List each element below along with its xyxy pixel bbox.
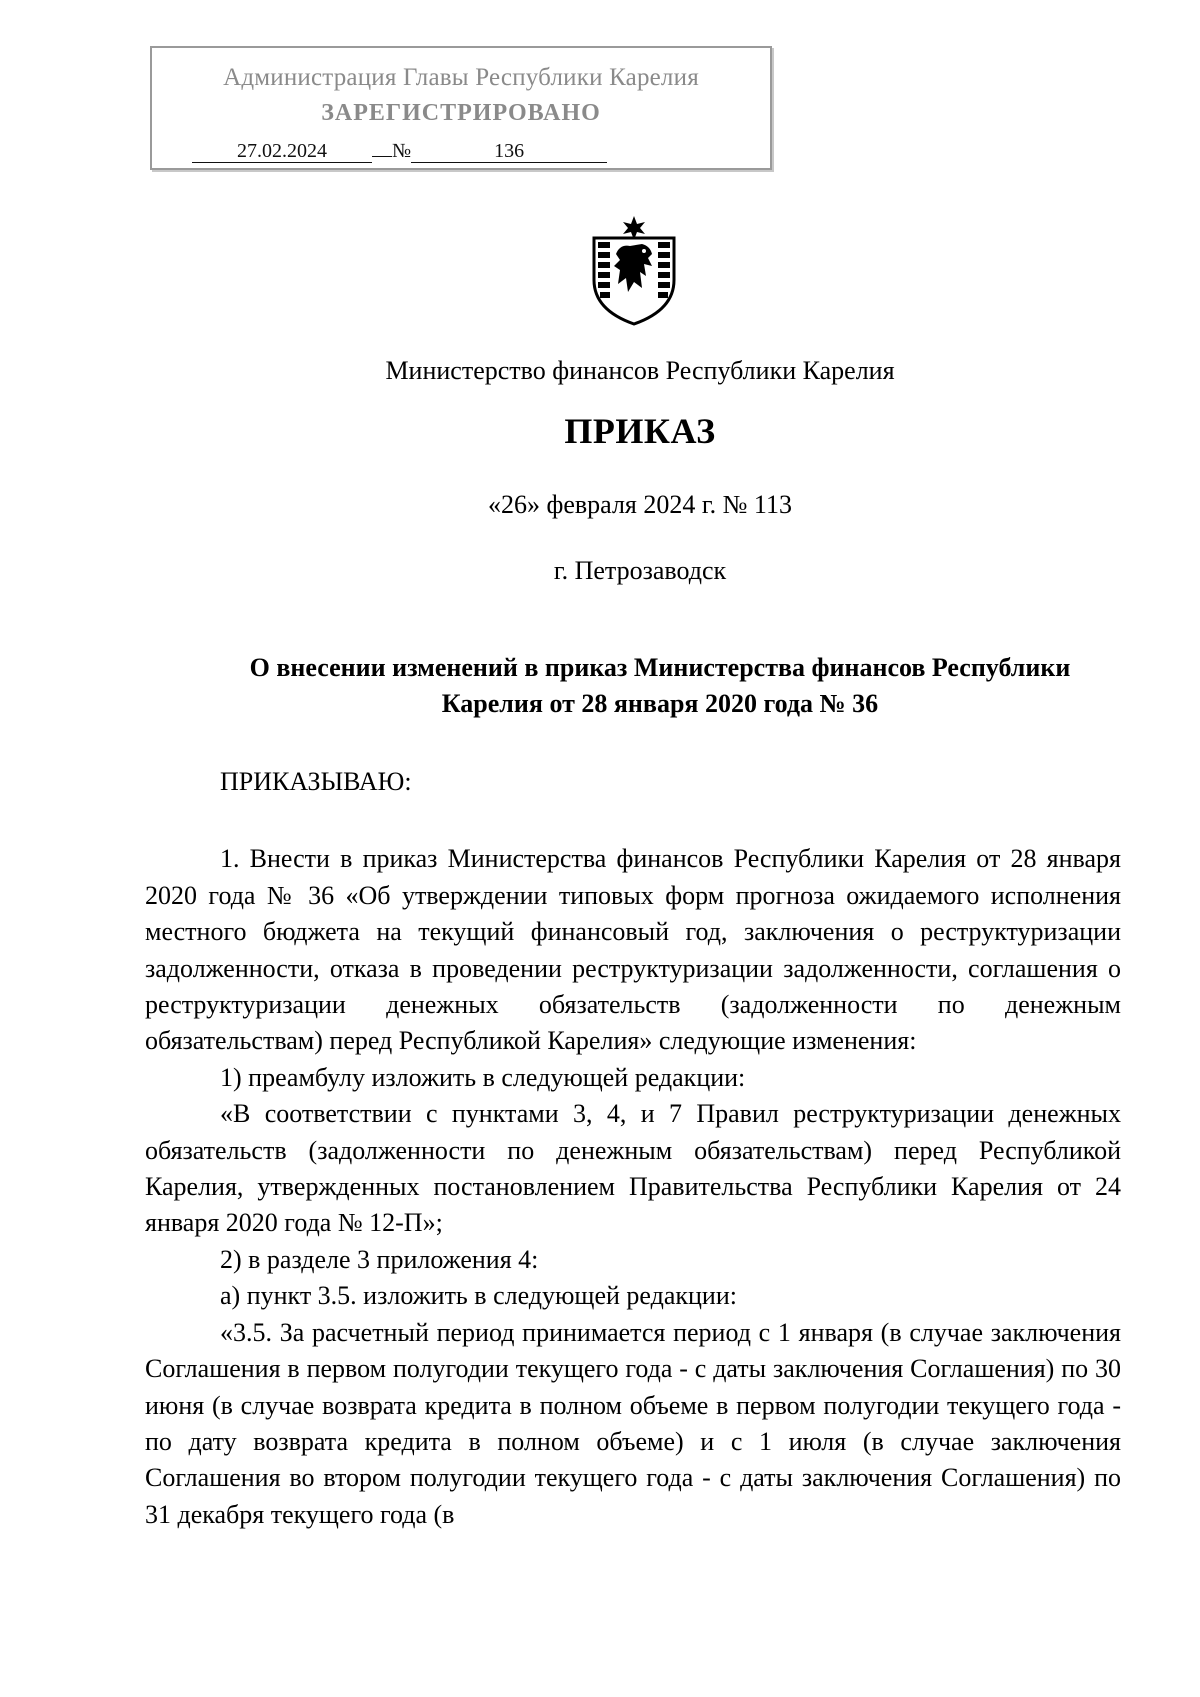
body-paragraph: а) пункт 3.5. изложить в следующей редакции:	[220, 1281, 737, 1311]
order-directive: ПРИКАЗЫВАЮ:	[220, 767, 412, 796]
ministry-name: Министерство финансов Республики Карелия	[385, 356, 895, 385]
subject-line: О внесении изменений в приказ Министерства финансов Республики	[249, 653, 1071, 682]
subject-line: Карелия от 28 января 2020 года № 36	[441, 689, 879, 718]
stamp-registration-row	[192, 140, 607, 163]
body-paragraph: 1) преамбулу изложить в следующей редакции:	[220, 1062, 746, 1092]
body-paragraph: 2) в разделе 3 приложения 4:	[220, 1244, 539, 1274]
registration-stamp	[150, 46, 772, 170]
body-paragraph: 1. Внести в приказ Министерства финансов Республики Карелия от 28 января 2020 года № 36 «Об утверждении типовых форм прогноза ожидаемого исполнения местного бюджета на текущий финансовый год, заключения о реструктуризации задолженности, отказа в проведении реструктуризации задолженности, соглашения о реструктуризации денежных обязательств (задолженности по денежным обязательствам) перед Республикой Карелия» следующие изменения:	[145, 844, 1121, 1056]
stamp-number: 136	[411, 140, 607, 163]
body-paragraph: «3.5. За расчетный период принимается период с 1 января (в случае заключения Соглашения в первом полугодии текущего года - с даты заключения Соглашения) по 30 июня (в случае возврата кредита в полном объеме в первом полугодии текущего года - по дату возврата кредита в полном объеме) и с 1 июля (в случае заключения Соглашения во втором полугодии текущего года - с даты заключения Соглашения) по 31 декабря текущего года (в	[145, 1317, 1121, 1529]
stamp-number-sign: №	[392, 140, 412, 162]
order-subject	[200, 650, 1120, 722]
order-body	[145, 764, 1121, 1533]
order-date-number: «26» февраля 2024 г. № 113	[488, 490, 792, 519]
document-title: ПРИКАЗ	[564, 411, 716, 451]
city: г. Петрозаводск	[553, 556, 727, 585]
stamp-registered-label: ЗАРЕГИСТРИРОВАНО	[321, 100, 601, 126]
stamp-date: 27.02.2024	[192, 140, 372, 163]
body-paragraph: «В соответствии с пунктами 3, 4, и 7 Правил реструктуризации денежных обязательств (задолженности по денежным обязательствам) перед Республикой Карелия, утвержденных постановлением Правительства Республики Карелия от 24 января 2020 года № 12-П»;	[145, 1099, 1121, 1238]
stamp-issuer: Администрация Главы Республики Карелия	[223, 64, 699, 91]
karelia-coat-of-arms-icon	[586, 214, 682, 326]
